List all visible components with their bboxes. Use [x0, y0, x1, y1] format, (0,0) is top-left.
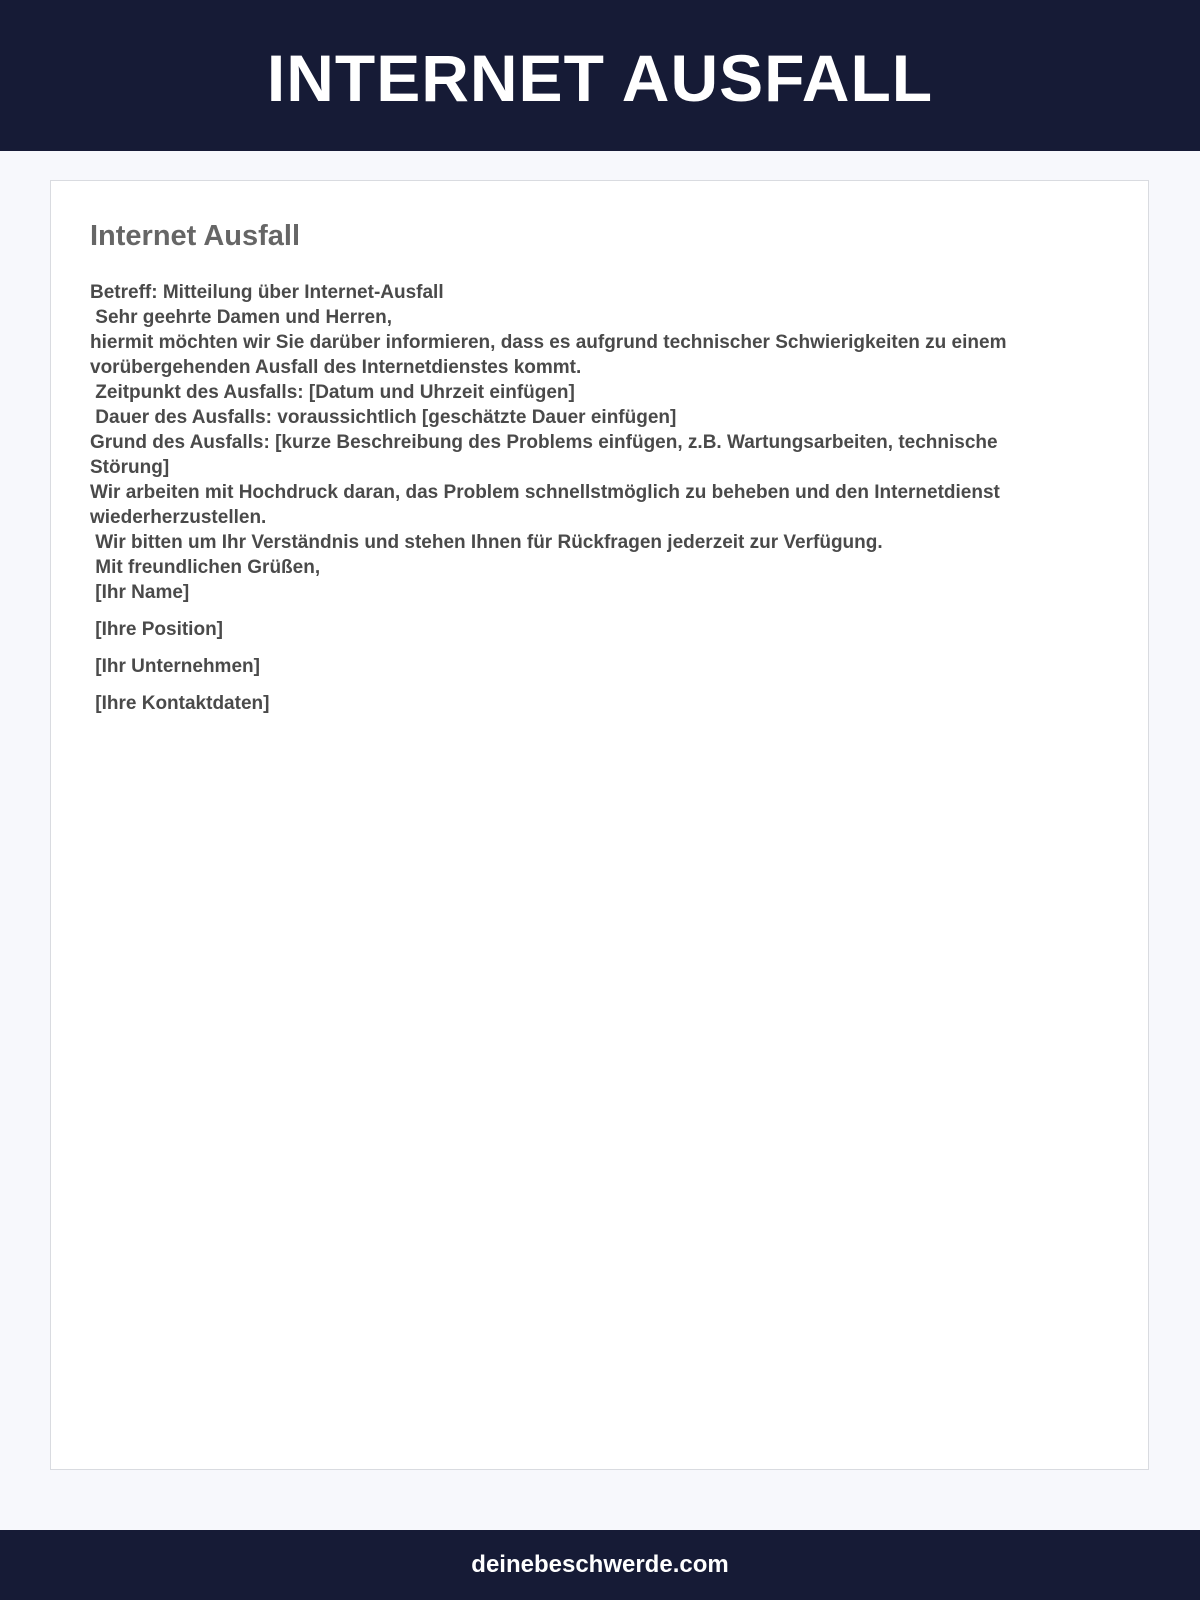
footer-site-name: deinebeschwerde.com: [471, 1551, 729, 1578]
letter-intro: hiermit möchten wir Sie darüber informieren, dass es aufgrund technischer Schwierigkeiten zu einem vorübergehenden Ausfall des Internetdienstes kommt.: [90, 332, 1012, 378]
letter-understanding: Wir bitten um Ihr Verständnis und stehen Ihnen für Rückfragen jederzeit zur Verfügung.: [90, 532, 883, 553]
header-title: INTERNET AUSFALL: [266, 40, 934, 115]
signature-company: [Ihr Unternehmen]: [90, 656, 260, 677]
letter-outage-duration: Dauer des Ausfalls: voraussichtlich [geschätzte Dauer einfügen]: [90, 407, 677, 428]
signature-name: [Ihr Name]: [90, 582, 190, 603]
page-header: [0, 0, 1200, 151]
document-heading: Internet Ausfall: [90, 220, 301, 252]
signature-contact: [Ihre Kontaktdaten]: [90, 693, 270, 714]
document-card: [50, 180, 1149, 1470]
page-footer: [0, 1530, 1200, 1600]
letter-subject: Betreff: Mitteilung über Internet-Ausfall: [90, 282, 444, 303]
letter-work-note: Wir arbeiten mit Hochdruck daran, das Problem schnellstmöglich zu beheben und den Internetdienst wiederherzustellen.: [90, 482, 1006, 528]
signature-position: [Ihre Position]: [90, 619, 224, 640]
letter-closing: Mit freundlichen Grüßen,: [90, 557, 321, 578]
letter-outage-reason: Grund des Ausfalls: [kurze Beschreibung des Problems einfügen, z.B. Wartungsarbeiten, technische Störung]: [90, 432, 1003, 478]
letter-body: [90, 280, 1070, 716]
letter-outage-time: Zeitpunkt des Ausfalls: [Datum und Uhrzeit einfügen]: [90, 382, 575, 403]
letter-salutation: Sehr geehrte Damen und Herren,: [90, 307, 392, 328]
